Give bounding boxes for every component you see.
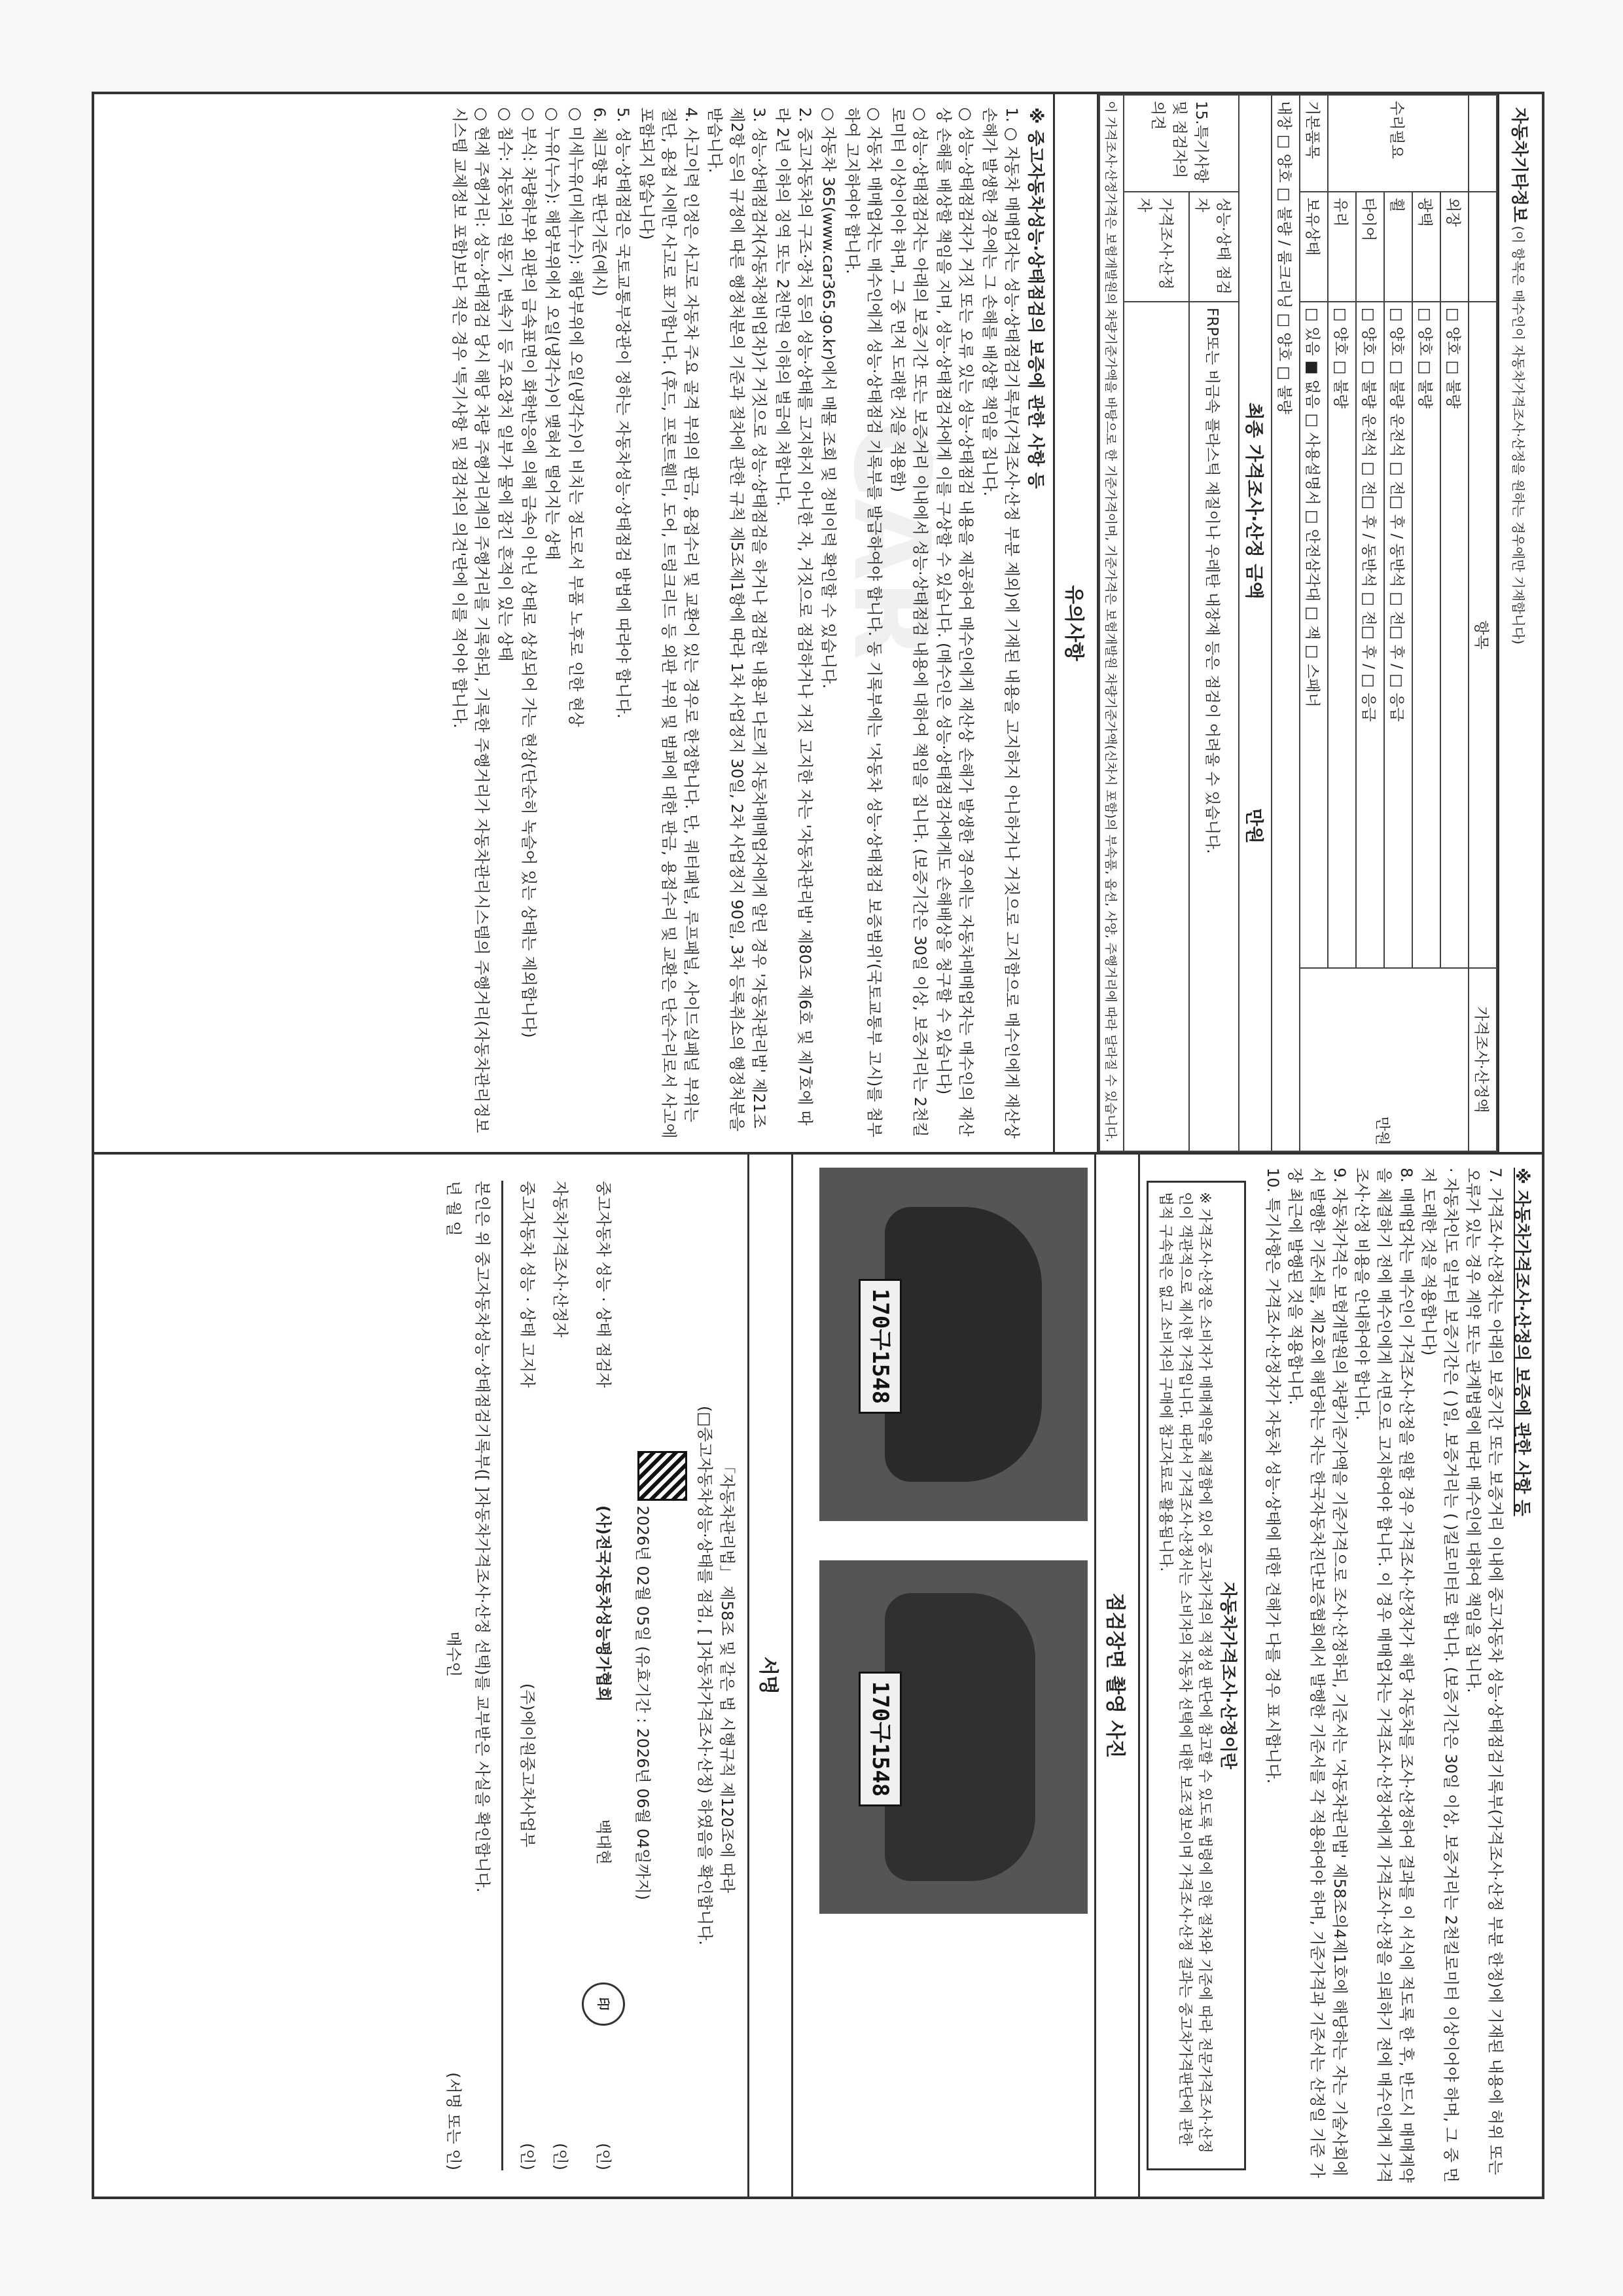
row-name: 휠 xyxy=(1384,192,1412,302)
row-name: 타이어 xyxy=(1356,192,1384,302)
row-name: 광택 xyxy=(1412,192,1440,302)
warranty-item: 7. 가격조사·산정자는 아래의 보증기간 또는 보증거리 이내에 중고자동차 성능·상태점검기록부(가격조사·산정 부분 한정)에 기재된 내용에 허위 또는 오류가 있는 경우 계약 또는 관계법령에 따라 매수인에 대하여 책임을 집니다. xyxy=(1464,1168,1505,2176)
row-name: 유리 xyxy=(1328,192,1356,302)
notice-item: 5. 성능·상태점검은 국토교통부장관이 정하는 자동차성능·상태점검 방법에 따라야 합니다. xyxy=(614,107,632,719)
warranty-item: · 자동차인도 일부터 보증기간은 ( )일, 보증거리는 ( )킬로미터로 합니다. (보증기간은 30일 이상, 보증거리는 2천킬로미터 이상이어야 하며, 그 중 먼저 도래한 것을 적용합니다) xyxy=(1419,1168,1460,2183)
buyer-row xyxy=(442,1181,465,2170)
photo-area xyxy=(806,1168,1088,2197)
notice-title: ※ 중고자동차성능·상태점검의 보증에 관한 사항 등 xyxy=(1026,107,1045,489)
row-opts[interactable]: □ 양호 □ 불량 운전석 □ 전□ 후 / 동반석 □ 전□ 후 / □ 응급 xyxy=(1384,302,1412,968)
notice-item: ○ 누유(누수): 해당부위에서 오일(냉각수)이 맺혀서 떨어지는 상태 xyxy=(543,107,562,560)
notice-item: 6. 체크항목 판단기준(예시) xyxy=(590,107,609,296)
sign1-org: (사)전국자동차성능평가협회 xyxy=(594,1505,613,1702)
opinion-row1: 성능·상태 점검자 xyxy=(1189,192,1239,302)
sign-section xyxy=(433,1155,747,2197)
box-text: ※ 가격조사·산정은 소비자가 매매계약을 체결함에 있어 중고차가격의 적정성 판단에 참고할 수 있도록 법령에 의한 절차와 기준에 따라 전문가격조사·산정인이 객관적으로 제시한 가격입니다. 따라서 가격조사·산정서는 소비자의 자동차 선택에 대한 보조정보이며 가격조사·산정 결과는 중고차가격판단에 관한 법적 구속력은 없고 소비자의 구매에 참고자료로 활용됩니다. xyxy=(1157,1192,1213,2153)
col-item: 항목 xyxy=(1469,302,1497,968)
notice-item: ○ 자동차 365(www.car365.go.kr)에서 매물 조회 및 정비이력 확인할 수 있습니다. xyxy=(819,107,838,689)
notice-item: ○ 미세누유(미세누수): 해당부위에 오일(냉각수)이 비치는 정도로서 부품 노후로 인한 현상 xyxy=(567,107,585,727)
row-opts[interactable]: □ 양호 □ 불량 xyxy=(1440,302,1469,968)
date-line: 2026년 02월 05일 (유효기간 : 2026년 06월 04일까지) xyxy=(633,1505,652,1901)
seal-icon: 印 xyxy=(582,1982,625,2026)
notice-list xyxy=(440,94,1053,1152)
opinion-footer: 이 가격조사·산정가격은 보험개발원의 차량기준가액을 바탕으로 한 기준가격이며, 기준가격은 보험개발원 차량기준가액(신차시 포함)의 부속품, 옵션, 사양, 주행거리에 따라 달라질 수 있습니다. xyxy=(1099,95,1124,1151)
notice-head: 유의사항 xyxy=(1053,94,1099,1152)
car-photo-front xyxy=(819,1168,1088,1521)
right-column xyxy=(94,1155,1542,2197)
signer-row xyxy=(516,1181,539,2170)
final-unit: 만원 xyxy=(1243,808,1265,844)
notice-item: ○ 현재 주행거리: 성능·상태점검 당시 해당 차량 주행거리계의 주행거리를 기록하되, 기록한 주행거리가 자동차관리시스템의 주행거리(자동차관리정보시스템 교체정보 포함)보다 적은 경우 '특기사항 및 점검자의 의견'란에 이를 적어야 합니다. xyxy=(450,107,491,1134)
sign-head: 서명 xyxy=(747,1155,793,2197)
sign2-label: 자동차가격조사·산정자 xyxy=(551,1181,569,1338)
opinion-row2: 가격조사·산정자 xyxy=(1124,192,1189,302)
signer-row xyxy=(582,1181,625,2170)
sign3-label: 중고자동차 성능 · 상태 고지자 xyxy=(518,1181,537,1388)
law-line: 「자동차관리법」 제58조 및 같은 법 시행규칙 제120조에 따라 xyxy=(718,1458,736,1893)
opinion-row1-text: FRP또는 비금속 플라스틱 재질이나 우레탄 내장재 등은 점검이 어려울 수 있습니다. xyxy=(1189,302,1239,1151)
notice-item: ○ 부식: 차량하부와 외판의 금속표면이 화학반응에 의해 금속이 아닌 상태로 상실되어 가는 현상(단순히 녹슬어 있는 상태는 제외합니다) xyxy=(520,107,538,1038)
info-header xyxy=(1497,94,1542,1152)
notice-item: ○ 자동차 매매업자는 매수인에게 성능·상태점검 기록부를 발급하여야 합니다. 동 기록부에는 '자동차 성능·상태점검 보증범위'(국토교통부 고시)를 첨부하여 고지하여야 합니다. xyxy=(843,107,883,1138)
warranty-item: 8. 매매업자는 매수인이 가격조사·산정을 원할 경우 가격조사·산정자가 해당 자동차를 조사·산정하여 결과를 이 서식에 적도록 한 후, 반드시 매매계약을 체결하기 전에 매수인에게 서면으로 고지하여야 합니다. 이 경우 매매업자는 가격조사·산정자에게 가격조사·산정을 의뢰하기 전에 매수인에게 가격조사·산정 비용을 안내하여야 합니다. xyxy=(1353,1168,1416,2183)
car-photo-rear xyxy=(819,1560,1088,1914)
photo-head: 점검장면 촬영 사진 xyxy=(1094,1155,1140,2197)
table-row xyxy=(1440,95,1469,1151)
left-column xyxy=(94,94,1542,1155)
sign1-label: 중고자동차 성능 · 상태 점검자 xyxy=(594,1181,613,1388)
check-line: (□중고자동차성능·상태를 점검, [ ]자동차가격조사·산정) 하였음을 확인합니다. xyxy=(696,1405,714,1946)
notice-item: ○ 성능·상태점검자는 아래의 보증기간 또는 보증거리 이내에서 성능·상태점검 내용에 대하여 책임을 집니다. (보증기간은 30일 이상, 보증거리는 2천킬로미터 이상이어야 하며, 그 중 먼저 도래한 것을 적용함) xyxy=(889,107,929,1138)
car-body-shape xyxy=(885,1593,1035,1881)
buyer-label: 매수인 xyxy=(444,1631,463,1677)
sign3-seal: (인) xyxy=(518,2143,537,2170)
box-title: 자동차가격조사·산정이란 xyxy=(1218,1581,1238,1770)
notice-item: 3. 성능·상태점검자(자동차정비업자)가 거짓으로 성능·상태점검을 하거나 점검한 내용과 다르게 자동차매매업자에게 알린 경우 '자동차관리법' 제21조제2항 등의 규정에 따른 행정처분의 기준과 절차에 관한 규칙 제5조제1항에 따라 1차 사업정지 30일, 2차 사업정지 90일, 3차 등록취소의 행정처분을 받습니다. xyxy=(705,107,768,1132)
buyer-date[interactable]: 년 월 일 xyxy=(444,1181,463,1236)
warranty-item: 10. 특기사항은 가격조사·산정자가 자동차 성능·상태에 대한 견해가 다를 경우 표시합니다. xyxy=(1264,1168,1282,1784)
sign1-name: 백대현 xyxy=(594,1819,613,1865)
opinion-label: 15.특기사항 및 점검자의 의견 xyxy=(1124,95,1239,192)
definition-box xyxy=(1147,1181,1246,2170)
license-plate: 170구1548 xyxy=(859,1279,902,1414)
sign2-seal: (인) xyxy=(551,2143,569,2170)
buyer-sign[interactable]: (서명 또는 인) xyxy=(444,2072,463,2170)
notice-item: 1. ○ 자동차 매매업자는 성능·상태점검기록부(가격조사·산정 부분 제외)에 기재된 내용을 고지하지 아니하거나 거짓으로 고지함으로 매수인에게 재산상 손해가 발생한 경우에는 그 손해를 배상할 책임을 집니다. xyxy=(980,107,1021,1139)
qr-code-icon xyxy=(637,1451,687,1501)
sign1-seal: (인) xyxy=(594,2143,613,2170)
row-name: 외장 xyxy=(1440,192,1469,302)
final-title: 최종 가격조사·산정 금액 xyxy=(1243,402,1265,600)
warranty-section xyxy=(1253,1155,1542,2197)
price-unit: 만원 xyxy=(1300,968,1469,1151)
row-opts[interactable]: □ 양호 □ 불량 운전석 □ 전□ 후 / 동반석 □ 전□ 후 / □ 응급 xyxy=(1356,302,1384,968)
col-price: 가격조사·산정액 xyxy=(1469,968,1497,1151)
license-plate: 170구1548 xyxy=(859,1672,902,1806)
document-sheet xyxy=(92,92,1544,2199)
extra-opts: 내장 □ 양호 □ 불량 / 룸크리닝 □ 양호 □ 불량 xyxy=(1272,95,1300,1151)
row-name: 보유상태 xyxy=(1300,192,1328,302)
warranty-title: ※ 자동차가격조사·산정의 보증에 관한 사항 등 xyxy=(1512,1168,1531,1516)
row-opts[interactable]: □ 있음 ■ 없음 □ 사용설명서 □ 안전삼각대 □ 잭 □ 스패너 xyxy=(1300,302,1328,968)
info-title: 자동차기타정보 xyxy=(1509,107,1529,223)
notice-item: 2. 중고자동차의 구조·장치 등의 성능·상태를 고지하지 아니한 자, 거짓으로 점검하거나 거짓 고지한 자는 '자동차관리법' 제80조 제6호 및 제7호에 따라 2년 이하의 징역 또는 2천만원 이하의 벌금에 처합니다. xyxy=(774,107,814,1126)
watermark: CAR xyxy=(830,422,953,660)
row-group: 수리필요 xyxy=(1328,95,1469,192)
sign3-org: (주)에이원중고차사업부 xyxy=(518,1683,537,1848)
opinion-row2-field[interactable] xyxy=(1124,302,1189,1151)
car-body-shape xyxy=(885,1207,1042,1482)
info-table xyxy=(1099,94,1497,1152)
info-note: (이 항목은 매수인이 자동차가격조사·산정을 원하는 경우에만 기재합니다) xyxy=(1510,225,1526,645)
notice-item: ○ 침수: 자동차의 원동기, 변속기 등 주요장치 일부가 물에 잠긴 흔적이 있는 상태 xyxy=(496,107,514,662)
buyer-line: 본인은 위 중고자동차성능·상태점검기록부([ ]자동차가격조사·산정 선택)를 교부받은 사실을 확인합니다. xyxy=(471,1181,503,2170)
warranty-item: 9. 자동차가격은 보험개발원의 차량기준가액을 기준가격으로 조사·산정하되, 기준서는 '자동차관리법' 제58조의4제1호에 해당하는 자는 기술사회에서 발행한 기준서를, 제2호에 해당하는 자는 한국자동차진단보증협회에서 발행한 기준서를 각 적용하여야 하며, 기준가격과 기준서는 산정일 기준 가장 최근에 발행된 것을 적용합니다. xyxy=(1286,1168,1349,2178)
notice-item: ○ 성능·상태점검자가 거짓 또는 오류 있는 성능·상태점검 내용을 제공하여 매수인에게 재산상 손해가 발생한 경우에는 자동차매매업자는 매수인의 재산상 손해를 배상할 책임을 지며, 성능·상태점검자에게 이를 구상할 수 있습니다. (매수인은 성능·상태점검자에게도 손해배상을 청구할 수 있습니다) xyxy=(935,107,975,1137)
row-opts[interactable]: □ 양호 □ 불량 xyxy=(1328,302,1356,968)
signer-row xyxy=(549,1181,571,2170)
notice-item: 4. 사고이력 인정은 사고로 자동차 주요 골격 부위의 판금, 용접수리 및 교환이 있는 경우로 한정합니다. 단, 쿼터패널, 루프패널, 사이드실패널 부위는 절단, 용접 시에만 사고로 표기합니다. (후드, 프론트휀더, 도어, 트렁크리드 등 외판 부위 및 범퍼에 대한 판금, 용접수리 및 교환은 단순수리로서 사고에 포함되지 않습니다) xyxy=(637,107,700,1139)
row-group: 기본품목 xyxy=(1300,95,1328,192)
row-opts[interactable]: □ 양호 □ 불량 xyxy=(1412,302,1440,968)
